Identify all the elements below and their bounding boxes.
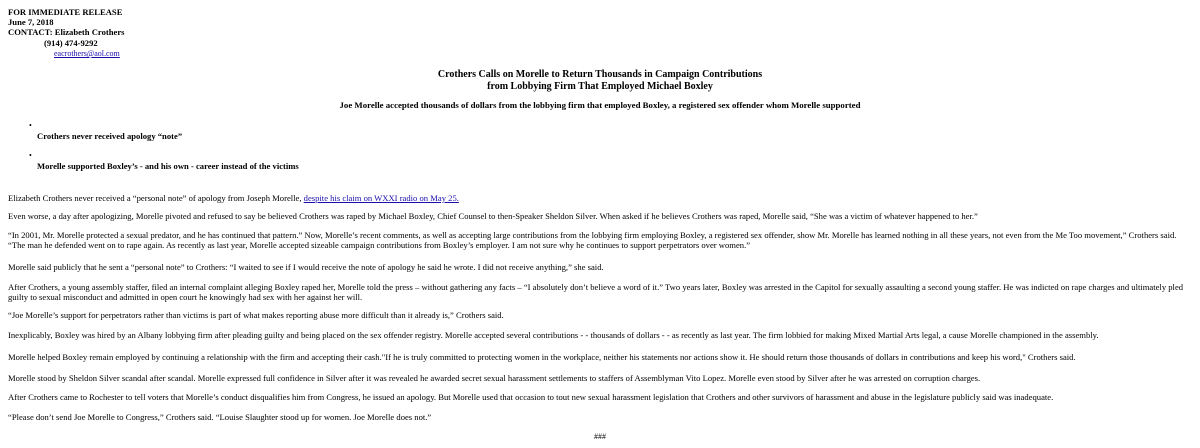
headline-line-2: from Lobbying Firm That Employed Michael Boxley bbox=[487, 81, 713, 92]
release-date: June 7, 2018 bbox=[8, 17, 54, 27]
bullet-dot-icon: • bbox=[29, 151, 32, 160]
paragraph-5: After Crothers, a young assembly staffer, filed an internal complaint alleging Boxley raped her, Morelle told the press – without gathering any facts – “I absolutely don’t believe a word of it.” Two years later, Boxley was arrested in the Capitol for sexually assaulting a second young staffer. He was indicted on rape charges and ultimately pled guilty to sexual misconduct and admitted in open court he knowingly had sex with her against her will. bbox=[8, 282, 1184, 302]
paragraph-11: “Please don’t send Joe Morelle to Congress,” Crothers said. “Louise Slaughter stood up for women. Joe Morelle does not.” bbox=[8, 412, 432, 422]
contact-phone: (914) 474-9292 bbox=[44, 38, 98, 48]
paragraph-7: Inexplicably, Boxley was hired by an Albany lobbying firm after pleading guilty and being placed on the sex offender registry. Morelle accepted several contributions - - thousands of dollars - - as recently as last year. The firm lobbied for making Mixed Martial Arts legal, a cause Morelle championed in the assembly. bbox=[8, 330, 1099, 340]
paragraph-1-text: Elizabeth Crothers never received a “personal note” of apology from Joseph Morelle, bbox=[8, 193, 304, 203]
paragraph-8: Morelle helped Boxley remain employed by continuing a relationship with the firm and accepting their cash."If he is truly committed to protecting women in the workplace, neither his statements nor actions show it. He should return those thousands of dollars in contributions and keep his word," Crothers said. bbox=[8, 352, 1076, 362]
bullet-dot-icon: • bbox=[29, 121, 32, 130]
bullet-item-1: Crothers never received apology “note” bbox=[37, 131, 183, 141]
paragraph-6: “Joe Morelle’s support for perpetrators rather than victims is part of what makes reporting abuse more difficult than it already is,” Crothers said. bbox=[8, 310, 504, 320]
release-label: FOR IMMEDIATE RELEASE bbox=[8, 7, 123, 17]
contact-name: CONTACT: Elizabeth Crothers bbox=[8, 27, 125, 37]
paragraph-4: Morelle said publicly that he sent a “personal note” to Crothers: “I waited to see if I would receive the note of apology he said he wrote. I did not receive anything,” she said. bbox=[8, 262, 604, 272]
end-marker: ### bbox=[594, 432, 606, 441]
paragraph-9: Morelle stood by Sheldon Silver scandal after scandal. Morelle expressed full confidence in Silver after it was revealed he awarded secret sexual harassment settlements to staffers of Assemblyman Vito Lopez. Morelle even stood by Silver after he was arrested on corruption charges. bbox=[8, 373, 981, 383]
wxxi-claim-link[interactable]: despite his claim on WXXI radio on May 25. bbox=[303, 193, 459, 203]
subheadline: Joe Morelle accepted thousands of dollars from the lobbying firm that employed Boxley, a registered sex offender whom Morelle supported bbox=[339, 100, 861, 110]
contact-email-link[interactable]: eacrothers@aol.com bbox=[54, 49, 120, 58]
paragraph-1 bbox=[8, 193, 1193, 203]
paragraph-2: Even worse, a day after apologizing, Morelle pivoted and refused to say be believed Crothers was raped by Michael Boxley, Chief Counsel to then-Speaker Sheldon Silver. When asked if he believes Crothers was raped, Morelle said, “She was a victim of whatever happened to her.” bbox=[8, 211, 978, 221]
paragraph-10: After Crothers came to Rochester to tell voters that Morelle’s conduct disqualifies him from Congress, he issued an apology. But Morelle used that occasion to tout new sexual harassment legislation that Crothers and other survivors of harassment and abuse in the legislature publicly said was inadequate. bbox=[8, 392, 1054, 402]
paragraph-3: “In 2001, Mr. Morelle protected a sexual predator, and he has continued that pattern.” Now, Morelle’s recent comments, as well as accepting large contributions from the lobbying firm employing Boxley, a registered sex offender, show Mr. Morelle has learned nothing in all these years, not even from the Me Too movement,” Crothers said. “The man he defended went on to rape again. As recently as last year, Morelle accepted sizeable campaign contributions from Boxley’s employer. I am not sure why he continues to support perpetrators over women.” bbox=[8, 230, 1177, 250]
headline-line-1: Crothers Calls on Morelle to Return Thousands in Campaign Contributions bbox=[437, 69, 763, 80]
bullet-item-2: Morelle supported Boxley’s - and his own - career instead of the victims bbox=[37, 161, 299, 171]
